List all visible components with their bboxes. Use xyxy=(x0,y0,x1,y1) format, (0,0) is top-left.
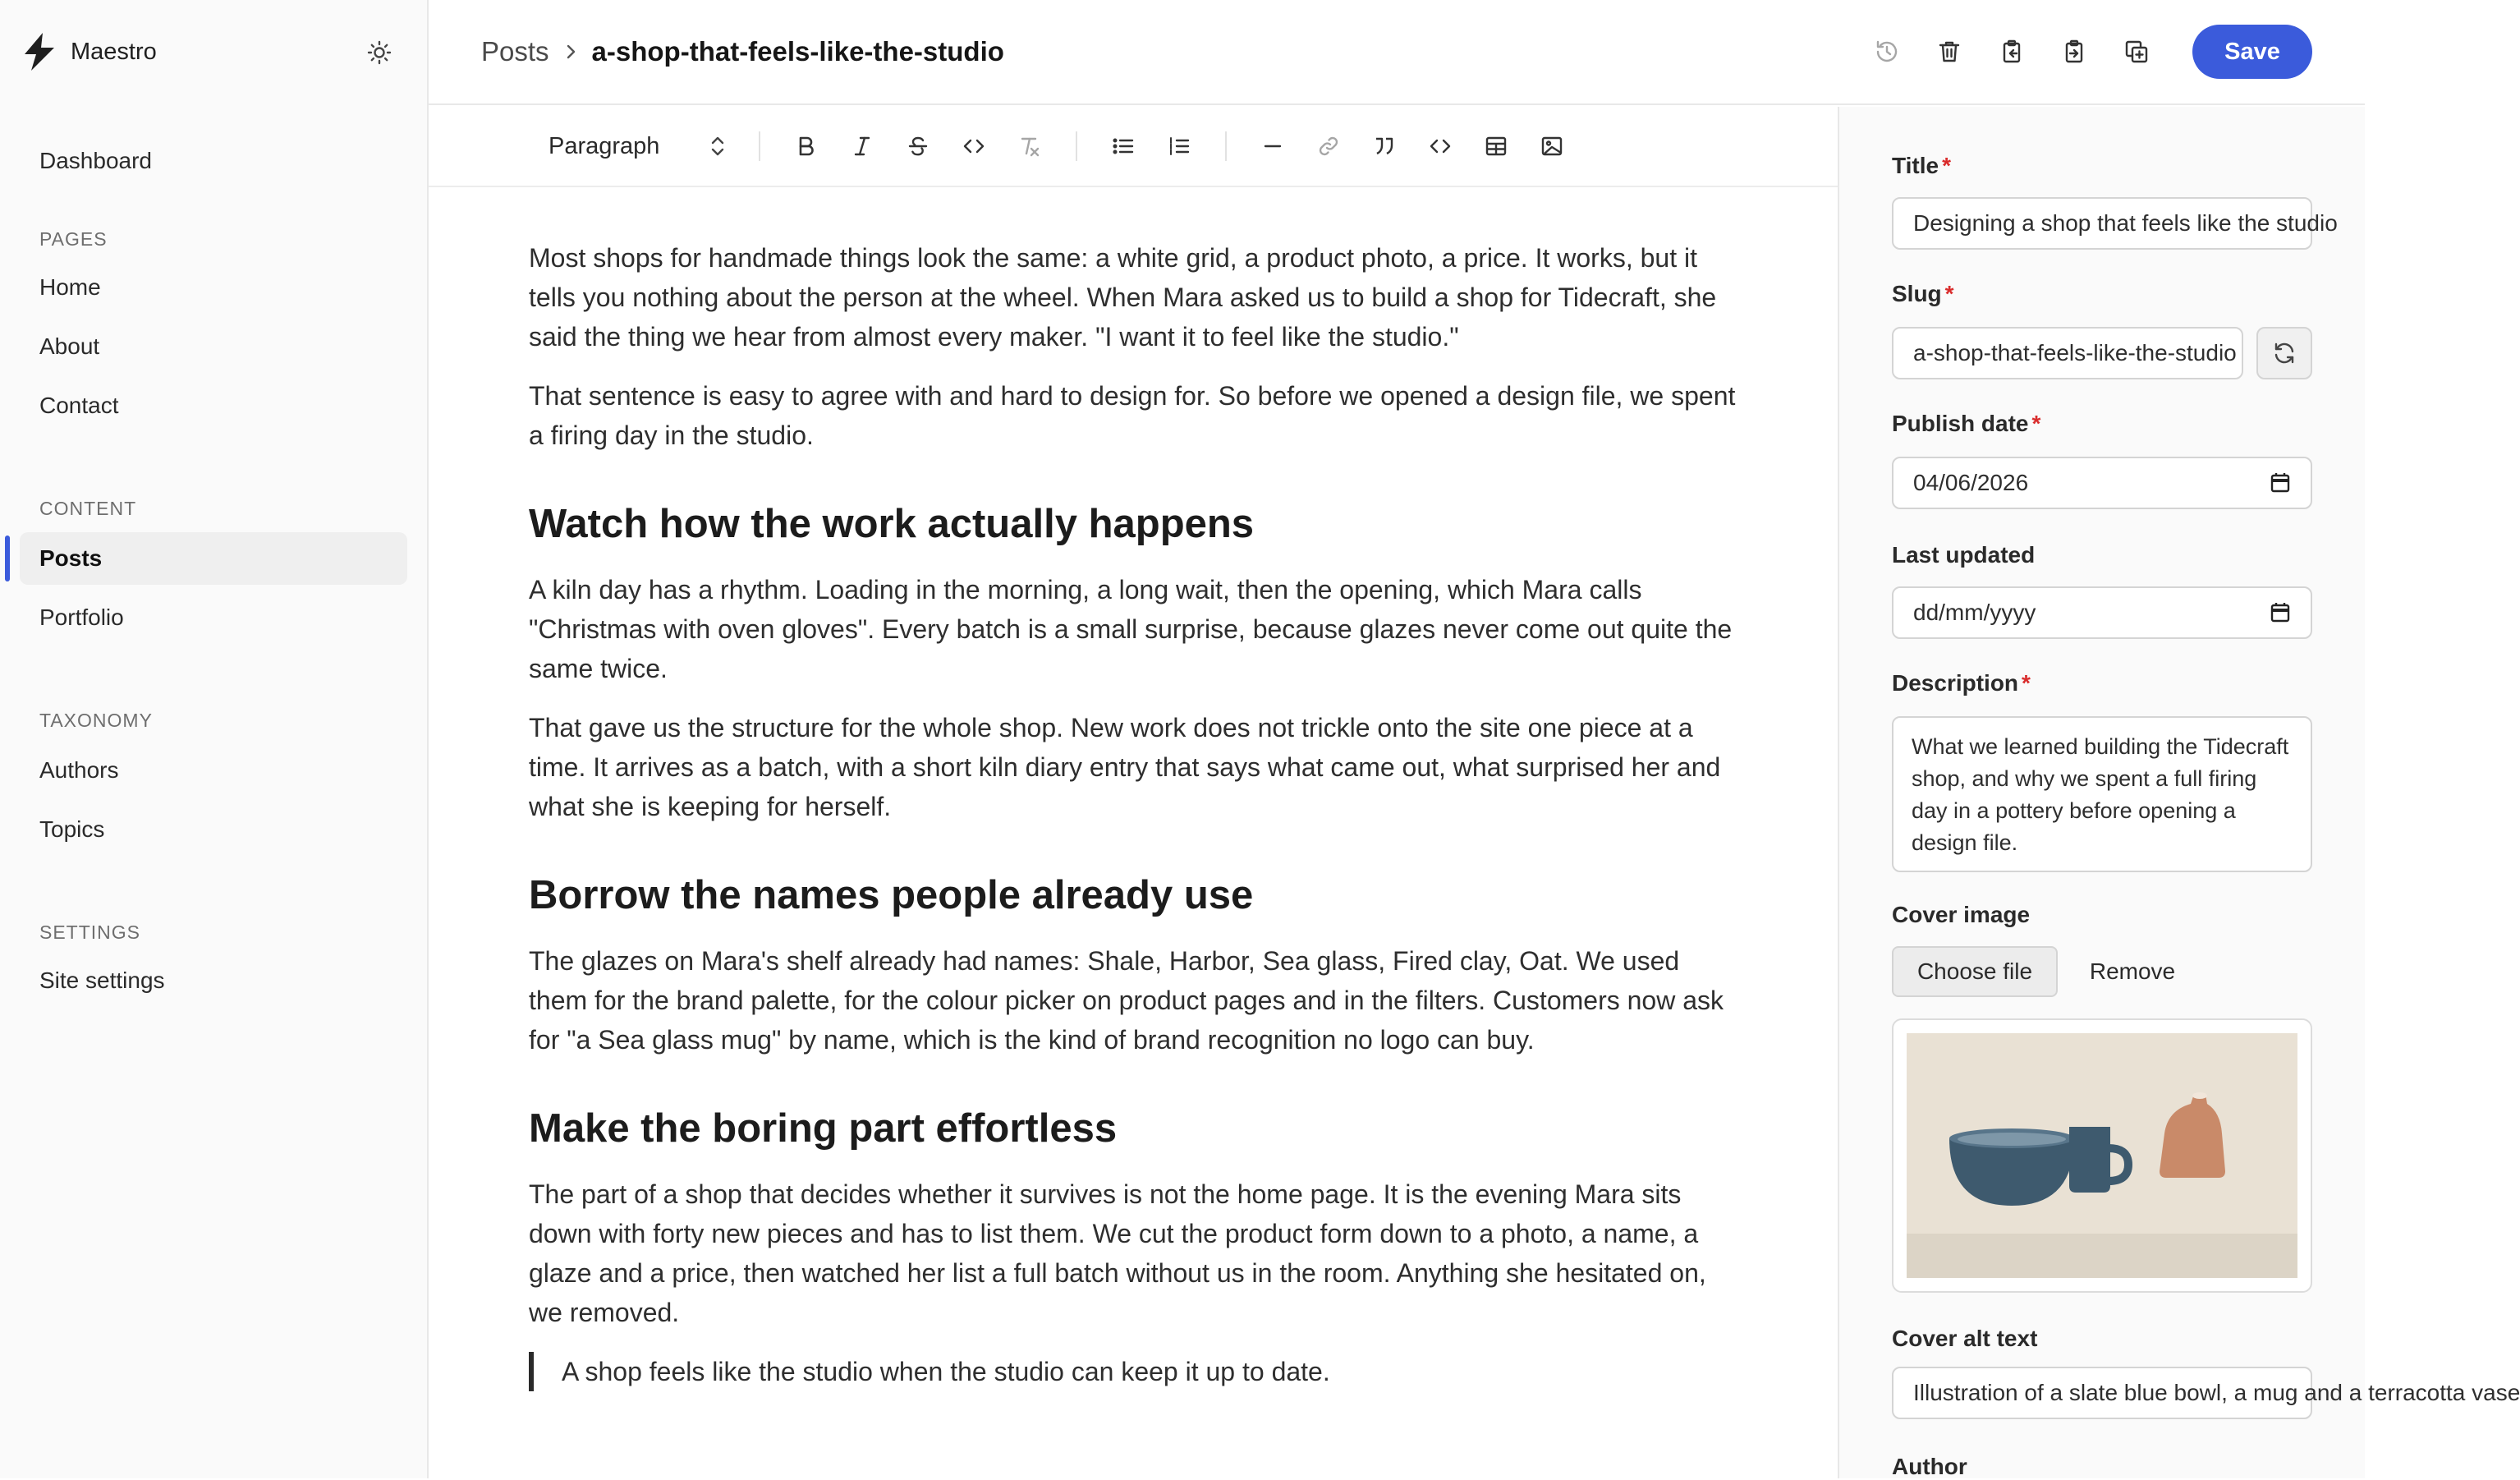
image-icon xyxy=(1540,134,1564,159)
settings-panel xyxy=(1838,107,2520,1479)
strikethrough-icon xyxy=(906,134,930,159)
code-block-button[interactable] xyxy=(1419,123,1462,169)
theme-toggle-button[interactable] xyxy=(360,36,399,69)
slug-label xyxy=(1892,281,1954,307)
top-bar xyxy=(429,0,2365,105)
calendar-icon[interactable] xyxy=(2270,601,2291,624)
required-marker: * xyxy=(1942,153,1951,178)
numbered-list-button[interactable] xyxy=(1158,123,1200,169)
bold-button[interactable] xyxy=(785,123,828,169)
paste-button[interactable] xyxy=(1987,25,2036,79)
export-button[interactable] xyxy=(2050,25,2099,79)
slug-value: a-shop-that-feels-like-the-studio xyxy=(1913,340,2237,365)
sidebar-item-about[interactable]: About xyxy=(39,333,100,359)
paragraph: A kiln day has a rhythm. Loading in the morning, a long wait, then the opening, which Mara calls "Christmas with oven gloves". Every batch is a small surprise, because glazes never come out quite the same twice. xyxy=(529,575,1733,683)
required-marker: * xyxy=(2031,411,2041,436)
italic-button[interactable] xyxy=(841,123,884,169)
slug-label-text: Slug xyxy=(1892,281,1942,306)
toolbar-divider xyxy=(1076,131,1077,161)
cover-illustration xyxy=(1907,1033,2297,1278)
title-input[interactable] xyxy=(1892,197,2338,250)
bullet-list-button[interactable] xyxy=(1102,123,1145,169)
table-icon xyxy=(1484,134,1508,159)
cover-alt-label: Cover alt text xyxy=(1892,1326,2038,1351)
sidebar-item-home[interactable]: Home xyxy=(39,274,101,300)
paragraph: Most shops for handmade things look the same: a white grid, a product photo, a price. It works, but it tells you nothing about the person at the wheel. When Mara asked us to build a shop for Tidecraft, she said the thing we hear from almost every maker. "I want it to feel like the studio." xyxy=(529,243,1717,352)
quote-icon xyxy=(1372,134,1397,159)
refresh-icon xyxy=(2271,340,2297,366)
article-body[interactable] xyxy=(529,238,1744,1391)
app-name: Maestro xyxy=(71,38,157,65)
formatting-toolbar xyxy=(429,107,1838,187)
sidebar-item-site-settings[interactable]: Site settings xyxy=(39,968,165,993)
paragraph: That sentence is easy to agree with and hard to design for. So before we opened a design file, we spent a firing day in the studio. xyxy=(529,381,1736,450)
cover-image-label: Cover image xyxy=(1892,902,2031,927)
nav-section-taxonomy: TAXONOMY xyxy=(39,710,153,731)
toolbar-divider xyxy=(1225,131,1227,161)
author-label: Author xyxy=(1892,1454,1967,1479)
last-updated-value: dd/mm/yyyy xyxy=(1913,600,2036,625)
regenerate-slug-button[interactable] xyxy=(2256,327,2312,379)
inline-code-button[interactable] xyxy=(952,123,995,169)
title-value: Designing a shop that feels like the studio xyxy=(1913,210,2338,236)
block-type-value: Paragraph xyxy=(549,132,660,159)
cover-image-preview xyxy=(1892,1018,2312,1293)
image-button[interactable] xyxy=(1531,123,1573,169)
save-button[interactable]: Save xyxy=(2192,25,2312,79)
heading: Watch how the work actually happens xyxy=(529,502,1255,546)
italic-icon xyxy=(850,134,874,159)
last-updated-label xyxy=(1892,542,2035,568)
clipboard-export-icon xyxy=(2061,39,2087,65)
cover-alt-value: Illustration of a slate blue bowl, a mug and a terracotta vase xyxy=(1913,1380,2520,1405)
horizontal-rule-icon xyxy=(1260,134,1285,159)
inline-code-icon xyxy=(962,134,986,159)
clear-format-button[interactable] xyxy=(1008,123,1051,169)
strikethrough-button[interactable] xyxy=(897,123,939,169)
choose-file-button[interactable]: Choose file xyxy=(1892,946,2058,997)
code-block-icon xyxy=(1428,134,1453,159)
description-label-text: Description xyxy=(1892,670,2019,696)
chevron-right-icon xyxy=(562,44,579,60)
cover-alt-input[interactable] xyxy=(1892,1367,2520,1419)
calendar-icon[interactable] xyxy=(2270,471,2291,494)
top-actions xyxy=(1849,25,2312,79)
blockquote: A shop feels like the studio when the studio can keep it up to date. xyxy=(529,1352,1744,1391)
paragraph: The glazes on Mara's shelf already had names: Shale, Harbor, Sea glass, Fired clay, Oat. We used them for the brand palette, for the colour picker on product pages and in the filters. Customers now ask for "a Sea glass mug" by name, which is the kind of brand recognition no logo can buy. xyxy=(529,946,1724,1055)
chevron-up-down-icon xyxy=(708,134,728,159)
sidebar-item-posts[interactable]: Posts xyxy=(20,532,407,585)
breadcrumb xyxy=(481,36,1004,67)
remove-cover-button[interactable]: Remove xyxy=(2089,958,2176,984)
description-label xyxy=(1892,670,2031,696)
sidebar-item-topics[interactable]: Topics xyxy=(39,816,105,842)
horizontal-rule-button[interactable] xyxy=(1251,123,1294,169)
nav-section-content: CONTENT xyxy=(39,498,137,519)
sidebar-item-dashboard[interactable]: Dashboard xyxy=(39,148,152,173)
duplicate-button[interactable] xyxy=(2112,25,2161,79)
sidebar-item-portfolio[interactable]: Portfolio xyxy=(39,604,124,630)
last-updated-input[interactable] xyxy=(1892,586,2312,639)
quote-button[interactable] xyxy=(1363,123,1406,169)
toolbar-divider xyxy=(759,131,760,161)
title-label-text: Title xyxy=(1892,153,1939,178)
link-icon xyxy=(1316,134,1341,159)
clipboard-paste-icon xyxy=(1999,39,2025,65)
publish-date-value: 04/06/2026 xyxy=(1913,470,2029,495)
paragraph: The part of a shop that decides whether it survives is not the home page. It is the evening Mara sits down with forty new pieces and has to list them. We cut the product form down to a photo, a name, a glaze and a price, then watched her list a full batch without us in the room. Anything she hesitated on, we removed. xyxy=(529,1179,1706,1327)
title-label xyxy=(1892,153,1951,179)
paragraph: That gave us the structure for the whole shop. New work does not trickle onto the site one piece at a time. It arrives as a batch, with a short kiln diary entry that says what came out, what surprised her and what she is keeping for herself. xyxy=(529,713,1721,821)
slug-input[interactable] xyxy=(1892,327,2243,379)
brand[interactable] xyxy=(21,31,157,72)
delete-button[interactable] xyxy=(1925,25,1974,79)
breadcrumb-posts-link[interactable]: Posts xyxy=(481,36,549,67)
bullet-list-icon xyxy=(1111,134,1136,159)
sidebar-item-authors[interactable]: Authors xyxy=(39,757,119,783)
block-type-select[interactable] xyxy=(535,122,741,171)
link-button[interactable] xyxy=(1307,123,1350,169)
breadcrumb-current: a-shop-that-feels-like-the-studio xyxy=(591,36,1004,67)
sun-icon xyxy=(367,40,392,65)
publish-date-input[interactable] xyxy=(1892,457,2312,509)
bold-icon xyxy=(794,134,819,159)
history-button[interactable] xyxy=(1862,25,1912,79)
required-marker: * xyxy=(1944,281,1954,306)
publish-date-label xyxy=(1892,411,2040,437)
last-updated-label-text: Last updated xyxy=(1892,542,2036,568)
clear-format-icon xyxy=(1017,134,1042,159)
table-button[interactable] xyxy=(1475,123,1517,169)
sidebar-item-contact[interactable]: Contact xyxy=(39,393,119,418)
trash-icon xyxy=(1936,39,1962,65)
description-textarea[interactable]: What we learned building the Tidecraft shop, and why we spent a full firing day in a pottery before opening a design file. xyxy=(1892,716,2312,872)
heading: Make the boring part effortless xyxy=(529,1106,1118,1151)
nav-section-settings: SETTINGS xyxy=(39,922,141,943)
heading: Borrow the names people already use xyxy=(529,873,1254,917)
duplicate-icon xyxy=(2123,39,2150,65)
required-marker: * xyxy=(2022,670,2031,696)
numbered-list-icon xyxy=(1167,134,1191,159)
lightning-logo-icon xyxy=(21,31,57,72)
sidebar xyxy=(0,0,429,1478)
editor xyxy=(429,107,1838,1478)
nav-section-pages: PAGES xyxy=(39,228,108,250)
publish-date-label-text: Publish date xyxy=(1892,411,2029,436)
history-icon xyxy=(1874,39,1900,65)
